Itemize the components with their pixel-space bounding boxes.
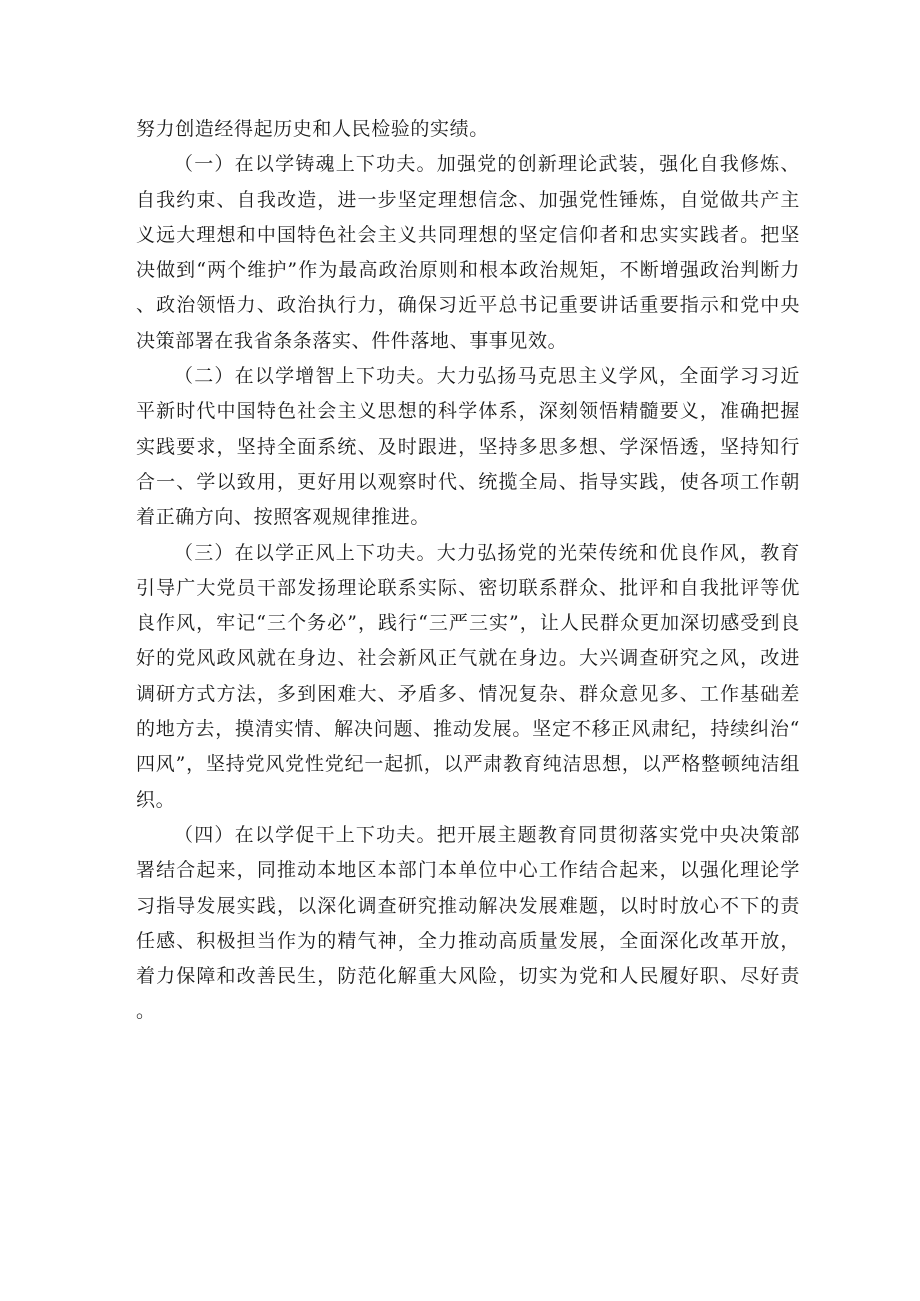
paragraph-section-3: （三）在以学正风上下功夫。大力弘扬党的光荣传统和优良作风，教育引导广大党员干部发扬理论联系实际、密切联系群众、批评和自我批评等优良作风，牢记“三个务必”，践行“三严三实”，让人民群众更加深切感受到良好的党风政风就在身边、社会新风正气就在身边。大兴调查研究之风，改进调研方式方法，多到困难大、矛盾多、情况复杂、群众意见多、工作基础差的地方去，摸清实情、解决问题、推动发展。坚定不移正风肃纪，持续纠治“四风”，坚持党风党性党纪一起抓，以严肃教育纯洁思想，以严格整顿纯洁组织。: [136, 541, 800, 811]
paragraph-continuation: 努力创造经得起历史和人民检验的实绩。: [136, 118, 489, 140]
paragraph-section-1: （一）在以学铸魂上下功夫。加强党的创新理论武装，强化自我修炼、自我约束、自我改造，进一步坚定理想信念、加强党性锤炼，自觉做共产主义远大理想和中国特色社会主义共同理想的坚定信仰者和忠实实践者。把坚决做到“两个维护”作为最高政治原则和根本政治规矩，不断增强政治判断力、政治领悟力、政治执行力，确保习近平总书记重要讲话重要指示和党中央决策部署在我省条条落实、件件落地、事事见效。: [136, 153, 800, 352]
document-body: [136, 112, 800, 1030]
paragraph-section-4: （四）在以学促干上下功夫。把开展主题教育同贯彻落实党中央决策部署结合起来，同推动本地区本部门本单位中心工作结合起来，以强化理论学习指导发展实践，以深化调查研究推动解决发展难题，以时时放心不下的责任感、积极担当作为的精气神，全力推动高质量发展，全面深化改革开放，着力保障和改善民生，防范化解重大风险，切实为党和人民履好职、尽好责。: [136, 823, 800, 1023]
paragraph-section-2: （二）在以学增智上下功夫。大力弘扬马克思主义学风，全面学习习近平新时代中国特色社会主义思想的科学体系，深刻领悟精髓要义，准确把握实践要求，坚持全面系统、及时跟进，坚持多思多想、学深悟透，坚持知行合一、学以致用，更好用以观察时代、统揽全局、指导实践，使各项工作朝着正确方向、按照客观规律推进。: [136, 365, 800, 529]
